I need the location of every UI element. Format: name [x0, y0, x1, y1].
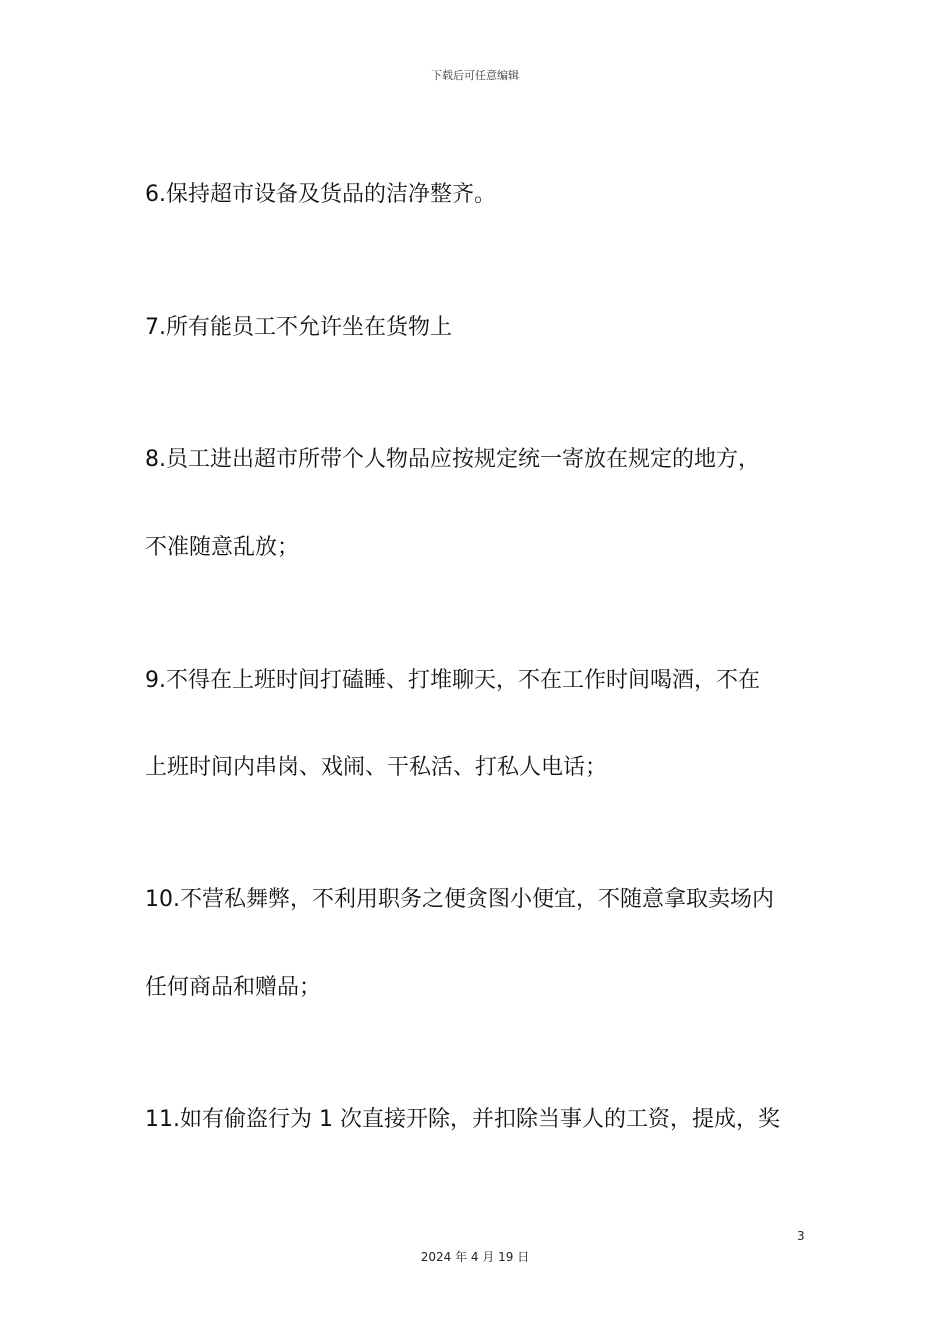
rule-item-6: 6.保持超市设备及货品的洁净整齐。: [145, 182, 496, 207]
rule-item-11-line-1: 11.如有偷盗行为 1 次直接开除，并扣除当事人的工资，提成，奖: [145, 1107, 780, 1132]
page-number: 3: [797, 1229, 805, 1243]
rule-item-8-line-1: 8.员工进出超市所带个人物品应按规定统一寄放在规定的地方，: [145, 447, 760, 472]
page-header: 下载后可任意编辑: [431, 69, 519, 82]
rule-item-10-line-1: 10.不营私舞弊，不利用职务之便贪图小便宜，不随意拿取卖场内: [145, 887, 774, 912]
footer-date: 2024 年 4 月 19 日: [420, 1250, 530, 1264]
rule-item-9-line-1: 9.不得在上班时间打磕睡、打堆聊天，不在工作时间喝酒，不在: [145, 668, 760, 693]
rule-item-8-line-2: 不准随意乱放；: [145, 535, 300, 560]
rule-item-9-line-2: 上班时间内串岗、戏闹、干私活、打私人电话；: [145, 755, 608, 780]
rule-item-7: 7.所有能员工不允许坐在货物上: [145, 315, 452, 340]
rule-item-10-line-2: 任何商品和赠品；: [145, 975, 322, 1000]
